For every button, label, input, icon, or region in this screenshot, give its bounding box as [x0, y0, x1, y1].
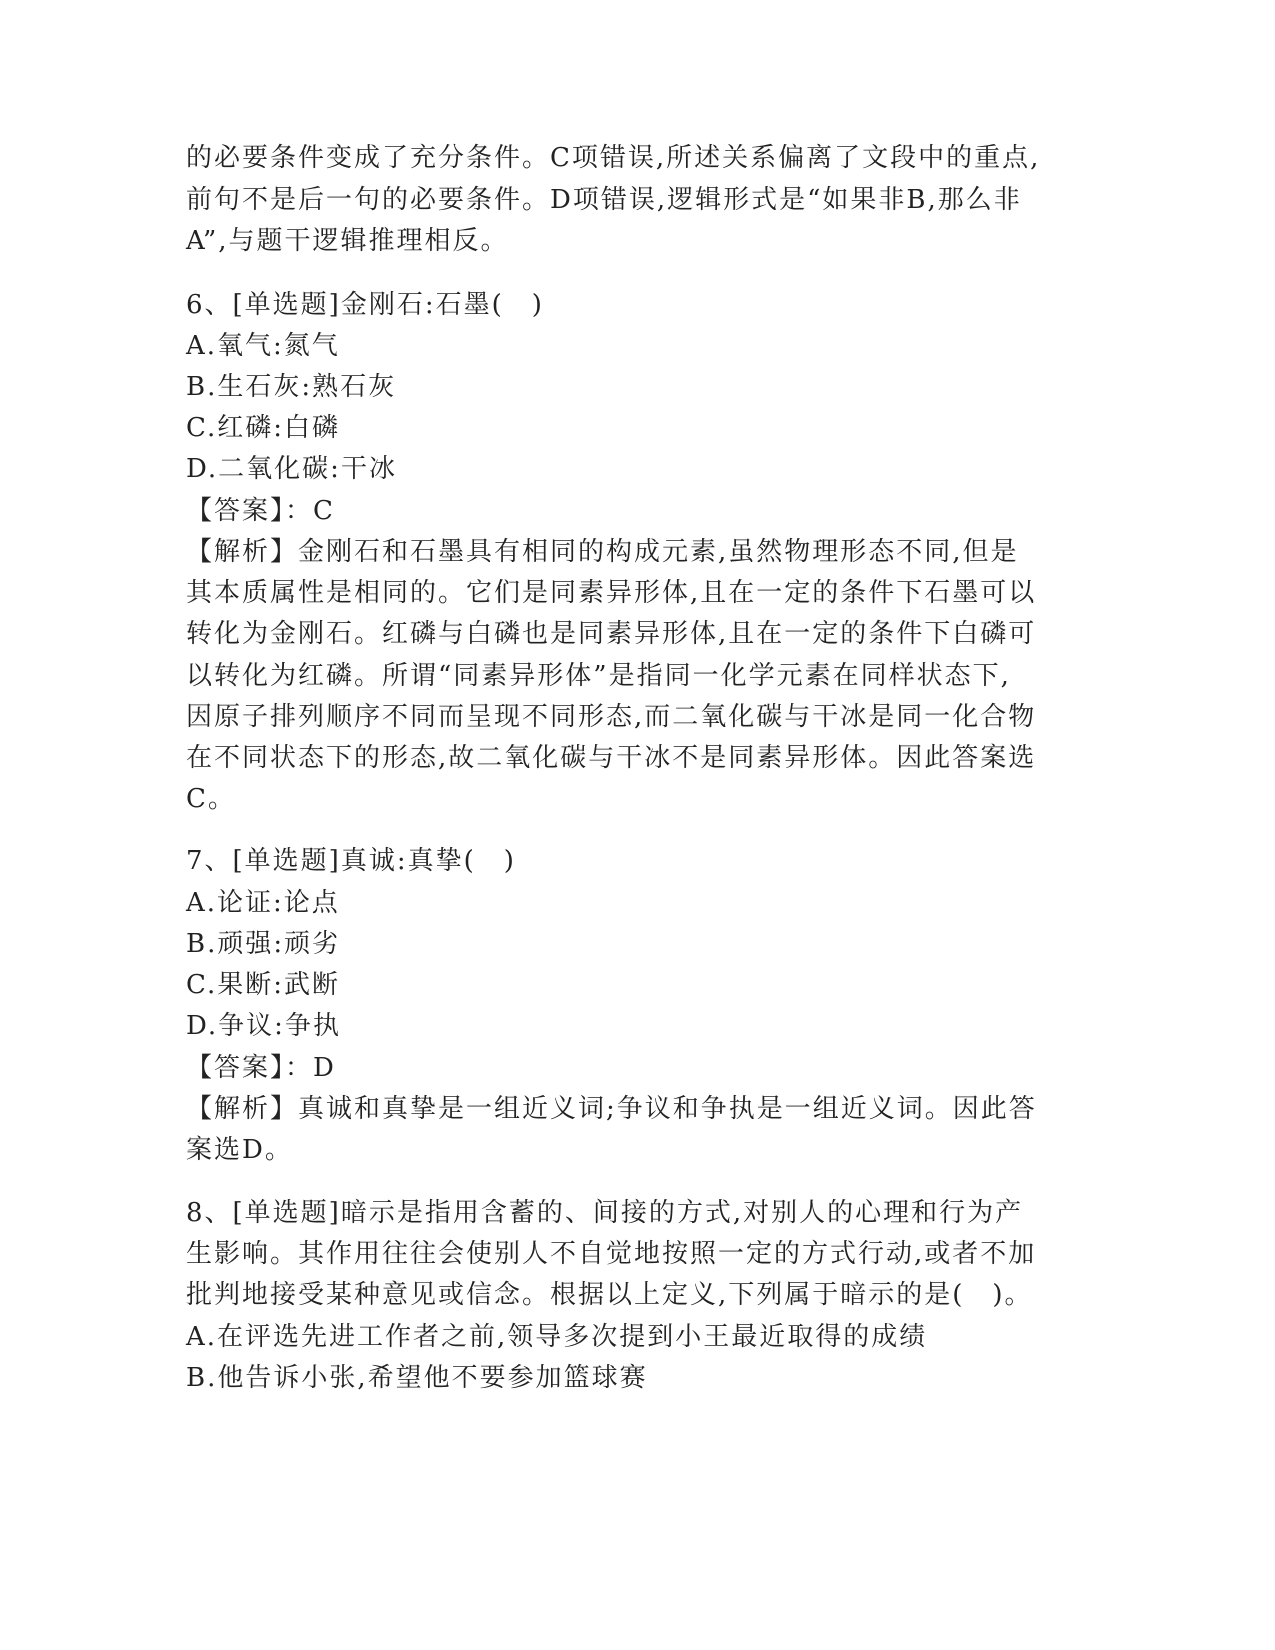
- analysis-line: 案选D。: [186, 1135, 293, 1165]
- text-line: 前句不是后一句的必要条件。D项错误,逻辑形式是“如果非B,那么非: [186, 185, 1022, 215]
- analysis-line: C。: [186, 784, 236, 814]
- analysis-line: 在不同状态下的形态,故二氧化碳与干冰不是同素异形体。因此答案选: [186, 743, 1037, 773]
- analysis-line: 以转化为红磷。所谓“同素异形体”是指同一化学元素在同样状态下,: [186, 661, 1011, 691]
- option-b: B.顽强:顽劣: [186, 929, 341, 959]
- option-a: A.氧气:氮气: [186, 331, 340, 361]
- option-c: C.红磷:白磷: [186, 413, 340, 443]
- document-page: [186, 0, 1086, 1650]
- option-a: A.论证:论点: [186, 888, 340, 918]
- analysis-line: 转化为金刚石。红磷与白磷也是同素异形体,且在一定的条件下白磷可: [186, 619, 1037, 649]
- text-line: 批判地接受某种意见或信念。根据以上定义,下列属于暗示的是( )。: [186, 1280, 1033, 1310]
- question-8-title: 8、[单选题]暗示是指用含蓄的、间接的方式,对别人的心理和行为产: [186, 1198, 1024, 1228]
- option-b: B.生石灰:熟石灰: [186, 372, 397, 402]
- text-line: 的必要条件变成了充分条件。C项错误,所述关系偏离了文段中的重点,: [186, 143, 1041, 173]
- analysis-line: 【解析】金刚石和石墨具有相同的构成元素,虽然物理形态不同,但是: [186, 537, 1019, 567]
- option-a: A.在评选先进工作者之前,领导多次提到小王最近取得的成绩: [186, 1322, 928, 1352]
- option-c: C.果断:武断: [186, 970, 340, 1000]
- text-line: 生影响。其作用往往会使别人不自觉地按照一定的方式行动,或者不加: [186, 1239, 1037, 1269]
- answer-line: 【答案】：D: [186, 1053, 336, 1083]
- option-d: D.争议:争执: [186, 1011, 341, 1041]
- analysis-line: 【解析】真诚和真挚是一组近义词;争议和争执是一组近义词。因此答: [186, 1094, 1037, 1124]
- question-6-title: 6、[单选题]金刚石:石墨( ): [186, 290, 544, 320]
- option-b: B.他告诉小张,希望他不要参加篮球赛: [186, 1363, 648, 1393]
- answer-line: 【答案】：C: [186, 496, 335, 526]
- option-d: D.二氧化碳:干冰: [186, 454, 397, 484]
- question-7-title: 7、[单选题]真诚:真挚( ): [186, 846, 516, 876]
- analysis-line: 因原子排列顺序不同而呈现不同形态,而二氧化碳与干冰是同一化合物: [186, 702, 1037, 732]
- analysis-line: 其本质属性是相同的。它们是同素异形体,且在一定的条件下石墨可以: [186, 578, 1037, 608]
- text-line: A”,与题干逻辑推理相反。: [186, 226, 509, 256]
